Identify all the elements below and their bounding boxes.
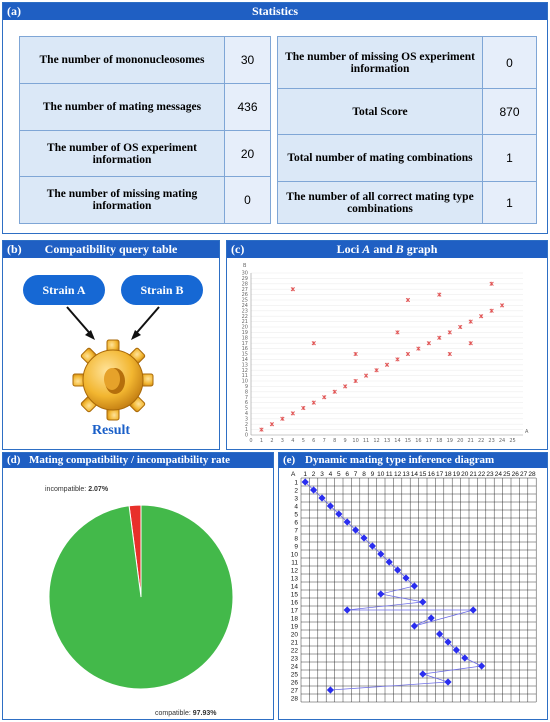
diamond-point [444,678,451,685]
loci-scatter-chart [227,259,547,447]
x-tick-label: 22 [477,438,485,444]
y-tick-label: 21 [290,639,298,647]
x-tick-label: 20 [461,471,469,478]
table-row [278,89,537,135]
y-tick-label: 13 [241,362,248,369]
x-tick-label: 15 [419,471,427,478]
result-label: Result [91,423,131,438]
stat-value: 1 [483,135,537,182]
diamond-point [478,662,485,669]
x-tick-label: 19 [452,471,461,478]
statistics-header [3,3,547,20]
statistics-right-table [277,36,537,224]
x-tick-label: 11 [385,471,393,478]
panel-label: (c) [231,242,245,256]
rate-panel [2,452,274,720]
stat-label: The number of missing mating information [20,177,225,224]
y-tick-label: 7 [294,527,298,535]
x-tick-label: 25 [503,471,511,478]
compatibility-panel [2,240,220,450]
stat-label: The number of OS experiment information [20,131,225,177]
y-tick-label: 0 [244,432,248,439]
x-tick-label: 16 [427,471,435,478]
y-tick-label: 22 [241,313,248,320]
y-tick-label: 30 [241,270,248,277]
y-tick-label: 12 [290,567,298,575]
y-tick-label: 3 [294,495,298,503]
x-tick-label: 15 [404,438,412,444]
x-tick-label: 3 [320,471,324,478]
y-tick-label: 20 [241,324,248,331]
x-tick-label: 13 [383,438,391,444]
panel-label: (e) [283,454,296,466]
x-tick-label: 10 [377,471,385,478]
arrow-icon [131,307,159,340]
x-tick-label: 5 [301,438,305,444]
y-tick-label: 17 [241,340,248,347]
x-tick-label: 4 [328,471,333,478]
x-tick-label: 22 [477,471,486,478]
x-tick-label: 26 [511,471,519,478]
stat-value: 30 [225,37,271,84]
y-axis-label: B [243,263,247,269]
x-tick-label: 27 [519,471,528,478]
x-tick-label: 0 [249,438,253,444]
pie-label-incompatible: incompatible: 2.07% [45,486,109,493]
y-tick-label: 10 [241,378,248,385]
x-tick-label: 19 [446,438,453,444]
y-tick-label: 16 [290,599,298,607]
stat-value: 0 [483,37,537,89]
x-tick-label: 3 [280,438,284,444]
x-tick-label: 17 [425,438,433,444]
gear-icon[interactable] [73,340,153,420]
x-tick-label: 23 [486,471,494,478]
x-tick-label: 1 [259,438,264,444]
y-tick-label: 1 [244,427,248,434]
y-tick-label: 13 [290,575,298,583]
panel-title: Statistics [252,4,298,18]
loci-panel [226,240,548,450]
x-tick-label: 9 [370,471,375,478]
stat-label: Total Score [278,89,483,135]
y-tick-label: 27 [290,687,298,695]
rate-pie-chart [3,469,273,719]
y-tick-label: 18 [241,335,248,342]
y-tick-label: 1 [294,479,298,487]
diamond-point [419,598,426,605]
diamond-point [470,606,477,613]
x-tick-label: 8 [362,471,366,478]
table-row [278,37,537,89]
y-tick-label: 7 [244,394,248,401]
x-tick-label: 7 [322,438,326,444]
y-tick-label: 14 [241,357,248,363]
table-row [20,131,271,177]
y-tick-label: 27 [241,286,248,293]
x-tick-label: 13 [402,471,410,478]
x-tick-label: 17 [435,471,444,478]
table-row [20,177,271,224]
stat-value: 436 [225,84,271,131]
stat-value: 20 [225,131,271,177]
x-tick-label: 7 [353,471,358,478]
y-tick-label: 15 [241,351,248,358]
corner-label: A [291,471,296,478]
y-tick-label: 28 [241,281,248,288]
y-tick-label: 16 [241,346,248,353]
y-tick-label: 2 [244,421,248,428]
x-tick-label: 24 [498,438,506,444]
y-tick-label: 15 [290,591,298,599]
y-tick-label: 23 [290,655,298,663]
y-tick-label: 14 [290,583,298,591]
x-tick-label: 1 [303,471,308,478]
y-tick-label: 2 [294,487,298,495]
panel-label: (d) [7,454,21,466]
x-tick-label: 24 [494,471,503,478]
x-tick-label: 21 [469,471,477,478]
y-tick-label: 5 [294,511,298,519]
y-tick-label: 4 [294,503,298,511]
x-tick-label: 21 [467,438,474,444]
x-tick-label: 6 [312,438,316,444]
y-tick-label: 8 [244,389,248,396]
x-tick-label: 18 [436,438,443,444]
x-tick-label: 14 [410,471,419,478]
y-tick-label: 3 [244,416,248,423]
x-tick-label: 18 [444,471,452,478]
x-tick-label: 25 [509,438,516,444]
y-tick-label: 12 [241,367,248,374]
table-row [278,135,537,182]
stat-label: The number of mononucleosomes [20,37,225,84]
stat-value: 870 [483,89,537,135]
compatibility-diagram [3,258,219,448]
y-tick-label: 8 [294,535,298,543]
y-tick-label: 24 [241,303,248,309]
y-tick-label: 5 [244,405,248,412]
y-tick-label: 19 [290,623,298,631]
panel-title: Loci A and B graph [336,242,438,256]
x-tick-label: 12 [393,471,402,478]
x-tick-label: 11 [362,438,370,444]
y-tick-label: 22 [290,647,298,655]
x-tick-label: 28 [528,471,536,478]
diamond-point [377,590,384,597]
stat-label: The number of missing OS experiment information [278,37,483,89]
stat-value: 0 [225,177,271,224]
diamond-point [327,686,334,693]
x-axis-label: A [525,429,529,435]
panel-label: (b) [7,242,22,256]
y-tick-label: 21 [241,319,248,326]
diamond-point [411,622,418,629]
x-tick-label: 2 [311,471,316,478]
panel-title: Mating compatibility / incompatibility rate [29,454,231,466]
x-tick-label: 14 [394,438,401,444]
x-tick-label: 9 [343,438,347,444]
rate-header [3,453,273,468]
x-tick-label: 8 [333,438,337,444]
y-tick-label: 11 [291,559,298,567]
y-tick-label: 20 [290,631,298,639]
stat-label: The number of mating messages [20,84,225,131]
y-tick-label: 6 [294,519,298,527]
diamond-point [419,670,426,677]
dynamic-panel [278,452,548,720]
table-row [278,182,537,224]
strain-b-button[interactable]: Strain B [121,275,203,305]
arrow-icon [67,307,95,340]
x-tick-label: 23 [488,438,495,444]
y-tick-label: 28 [290,695,298,703]
pie-slice [49,505,233,689]
y-tick-label: 6 [244,400,248,407]
y-tick-label: 11 [241,373,248,380]
table-row [20,37,271,84]
x-tick-label: 12 [373,438,380,444]
y-tick-label: 23 [241,308,248,315]
x-tick-label: 2 [270,438,274,444]
y-tick-label: 9 [294,543,298,551]
statistics-panel [2,2,548,234]
x-tick-label: 20 [457,438,464,444]
diamond-point [344,606,351,613]
stat-label: The number of all correct mating type combinations [278,182,483,224]
pie-label-compatible: compatible: 97.93% [155,710,217,717]
y-tick-label: 26 [241,292,248,299]
y-tick-label: 25 [241,297,248,304]
panel-label: (a) [7,4,21,18]
panel-title: Dynamic mating type inference diagram [305,454,495,466]
y-tick-label: 18 [290,615,298,623]
y-tick-label: 29 [241,276,248,282]
dynamic-header [279,453,547,468]
y-tick-label: 24 [290,663,298,671]
statistics-left-table [19,36,271,224]
y-tick-label: 4 [244,411,248,417]
x-tick-label: 10 [352,438,359,444]
table-row [20,84,271,131]
y-tick-label: 10 [290,551,298,559]
panel-title: Compatibility query table [44,242,178,256]
x-tick-label: 16 [415,438,422,444]
y-tick-label: 17 [290,607,298,615]
y-tick-label: 25 [290,671,298,679]
x-tick-label: 6 [345,471,350,478]
x-tick-label: 4 [291,438,295,444]
stat-label: Total number of mating combinations [278,135,483,182]
compatibility-header [3,241,219,258]
y-tick-label: 26 [290,679,298,687]
stat-value: 1 [483,182,537,224]
y-tick-label: 9 [244,384,248,390]
dynamic-grid-chart [279,468,547,720]
strain-a-button[interactable]: Strain A [23,275,105,305]
x-tick-label: 5 [336,471,341,478]
y-tick-label: 19 [241,330,248,336]
loci-header [227,241,547,258]
